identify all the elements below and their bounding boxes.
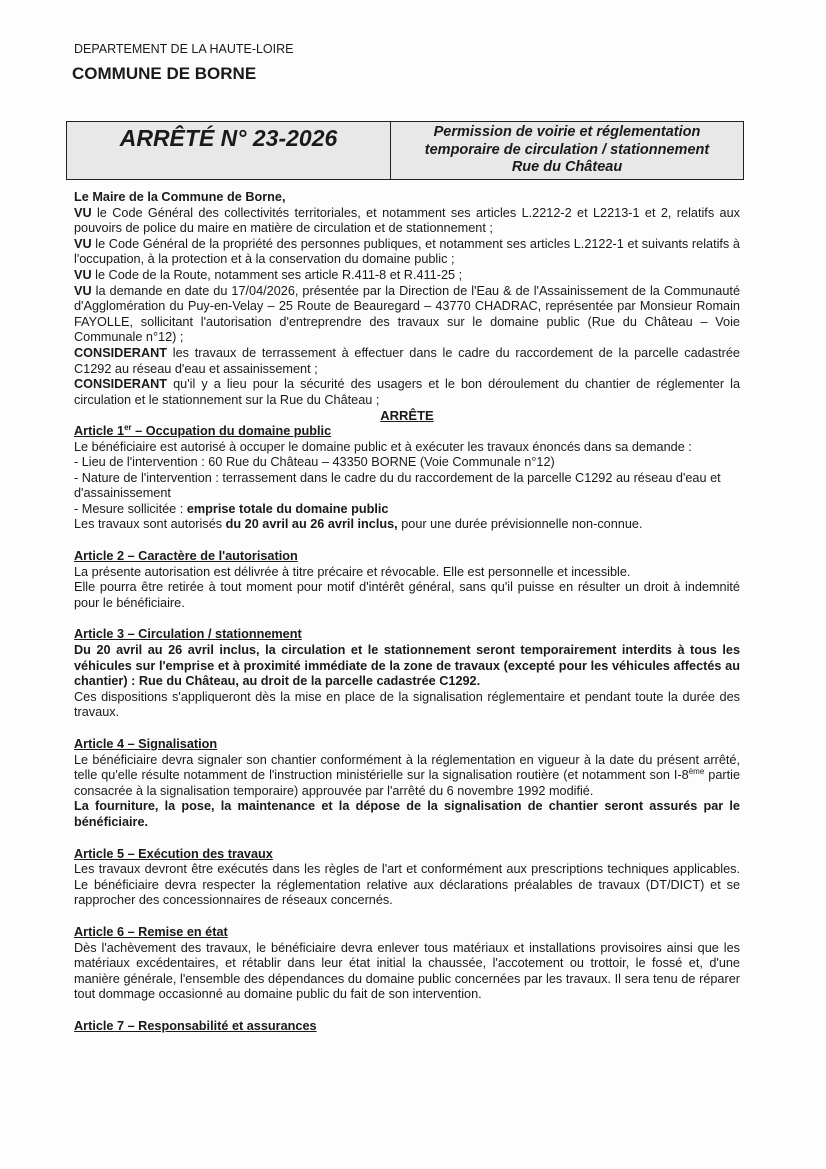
arrete-subject-cell (391, 122, 743, 179)
considerant-keyword: CONSIDERANT (74, 377, 168, 392)
vu-text: le Code de la Route, notamment ses article R.411-8 et R.411-25 ; (91, 267, 463, 282)
article-1-line-1: Le bénéficiaire est autorisé à occuper le domaine public et à exécuter les travaux énoncés dans sa demande : (74, 439, 692, 454)
preamble-vu-1 (74, 206, 740, 237)
preamble-considerant-2 (74, 377, 740, 408)
subject-line-2: temporaire de circulation / stationnement (424, 141, 710, 158)
article-6-title: Article 6 – Remise en état (74, 924, 228, 939)
article-1-line-3: - Nature de l'intervention : terrassement dans le cadre du du raccordement de la parcelle C1292 au réseau d'eau et d'assainissement (74, 470, 721, 501)
commune-title: COMMUNE DE BORNE (72, 64, 257, 83)
subject-line-1: Permission de voirie et réglementation (433, 124, 701, 140)
subject-line-3: Rue du Château (511, 159, 623, 175)
document-body (74, 190, 740, 1035)
arrete-number-cell (67, 122, 391, 179)
article-7-title: Article 7 – Responsabilité et assurances (74, 1018, 317, 1033)
article-4-line-1: Le bénéficiaire devra signaler son chantier conformément à la réglementation en vigueur à la date du présent arrêté, telle qu'elle résulte notamment de l'instruction ministérielle sur la signalisation routière (et notamment son I-8ème partie consacrée à la signalisation temporaire) approuvée par l'arrêté du 6 novembre 1992 modifié. (74, 752, 741, 798)
vu-keyword: VU (74, 283, 92, 298)
article-1-line-4: - Mesure sollicitée : emprise totale du domaine public (74, 501, 389, 516)
vu-text: la demande en date du 17/04/2026, présentée par la Direction de l'Eau & de l'Assainissement de la Communauté d'Agglomération du Puy-en-Velay – 25 Route de Beauregard – 43770 CHADRAC, représentée par Monsieur Romain FAYOLLE, sollicitant l'autorisation d'entreprendre des travaux sur le domaine public (Rue du Château – Voie Communale n°12) ; (74, 283, 740, 345)
article-4-title: Article 4 – Signalisation (74, 737, 218, 751)
vu-text: le Code Général des collectivités territoriales, et notamment ses articles L.2212-2 et L2213-1 et 2, relatifs aux pouvoirs de police du maire en matière de circulation et de stationnement ; (74, 205, 740, 236)
article-2-title: Article 2 – Caractère de l'autorisation (74, 549, 298, 564)
vu-keyword: VU (74, 267, 92, 282)
preamble-vu-4 (74, 284, 740, 346)
article-6-line-1: Dès l'achèvement des travaux, le bénéficiaire devra enlever tous matériaux et installations provisoires ainsi que les matériaux excédentaires, et rétablir dans leur état initial la chaussée, l'accotement ou trottoir, le fossé et, d'une manière générale, l'ensemble des dépendances du domaine public concernées par les travaux. Il sera tenu de réparer tout dommage occasionné au domaine public du fait de son intervention. (74, 940, 740, 1002)
preamble-vu-3 (74, 268, 740, 284)
arrete-header-box (66, 121, 744, 180)
vu-keyword: VU (74, 236, 92, 251)
article-3-title: Article 3 – Circulation / stationnement (74, 627, 302, 642)
article-2-line-2: Elle pourra être retirée à tout moment pour motif d'intérêt général, sans qu'il puisse en résulter un droit à indemnité pour le bénéficiaire. (74, 580, 740, 610)
preamble-considerant-1 (74, 346, 740, 377)
article-5-title: Article 5 – Exécution des travaux (74, 846, 273, 861)
article-1-title: Article 1er – Occupation du domaine public (74, 422, 332, 438)
arrete-number: ARRÊTÉ N° 23-2026 (119, 125, 338, 151)
article-1-line-2: - Lieu de l'intervention : 60 Rue du Château – 43350 BORNE (Voie Communale n°12) (74, 455, 555, 470)
article-3-line-2: Ces dispositions s'appliqueront dès la mise en place de la signalisation réglementaire et pendant toute la durée des travaux. (74, 689, 740, 720)
preamble-intro: Le Maire de la Commune de Borne, (74, 190, 286, 204)
vu-keyword: VU (74, 205, 92, 220)
considerant-keyword: CONSIDERANT (74, 345, 168, 360)
considerant-text: qu'il y a lieu pour la sécurité des usagers et le bon déroulement du chantier de réglementer la circulation et le stationnement sur la Rue du Château ; (74, 377, 740, 407)
article-1-line-5: Les travaux sont autorisés du 20 avril au 26 avril inclus, pour une durée prévisionnelle non-connue. (74, 517, 643, 532)
arrete-heading: ARRÊTE (380, 408, 434, 424)
vu-text: le Code Général de la propriété des personnes publiques, et notamment ses articles L.2122-1 et suivants relatifs à l'occupation, à la protection et à la conservation du domaine public ; (74, 236, 740, 267)
article-3-bold: Du 20 avril au 26 avril inclus, la circulation et le stationnement seront temporairement interdits à tous les véhicules sur l'emprise et à proximité immédiate de la zone de travaux (excepté pour les véhicules affectés au chantier) : Rue du Château, au droit de la parcelle cadastrée C1292. (74, 643, 740, 689)
department-label: DEPARTEMENT DE LA HAUTE-LOIRE (74, 42, 294, 56)
article-5-line-1: Les travaux devront être exécutés dans les règles de l'art et conformément aux prescriptions techniques applicables. Le bénéficiaire devra respecter la réglementation relative aux déclarations préalables de travaux (DT/DICT) et se rapprocher des concessionnaires de réseaux concernés. (74, 862, 740, 908)
article-4-bold: La fourniture, la pose, la maintenance et la dépose de la signalisation de chantier seront assurés par le bénéficiaire. (74, 799, 740, 829)
considerant-text: les travaux de terrassement à effectuer dans le cadre du raccordement de la parcelle cadastrée C1292 au réseau d'eau et assainissement ; (74, 345, 740, 376)
article-2-line-1: La présente autorisation est délivrée à titre précaire et révocable. Elle est personnelle et incessible. (74, 564, 631, 579)
preamble-vu-2 (74, 237, 740, 268)
